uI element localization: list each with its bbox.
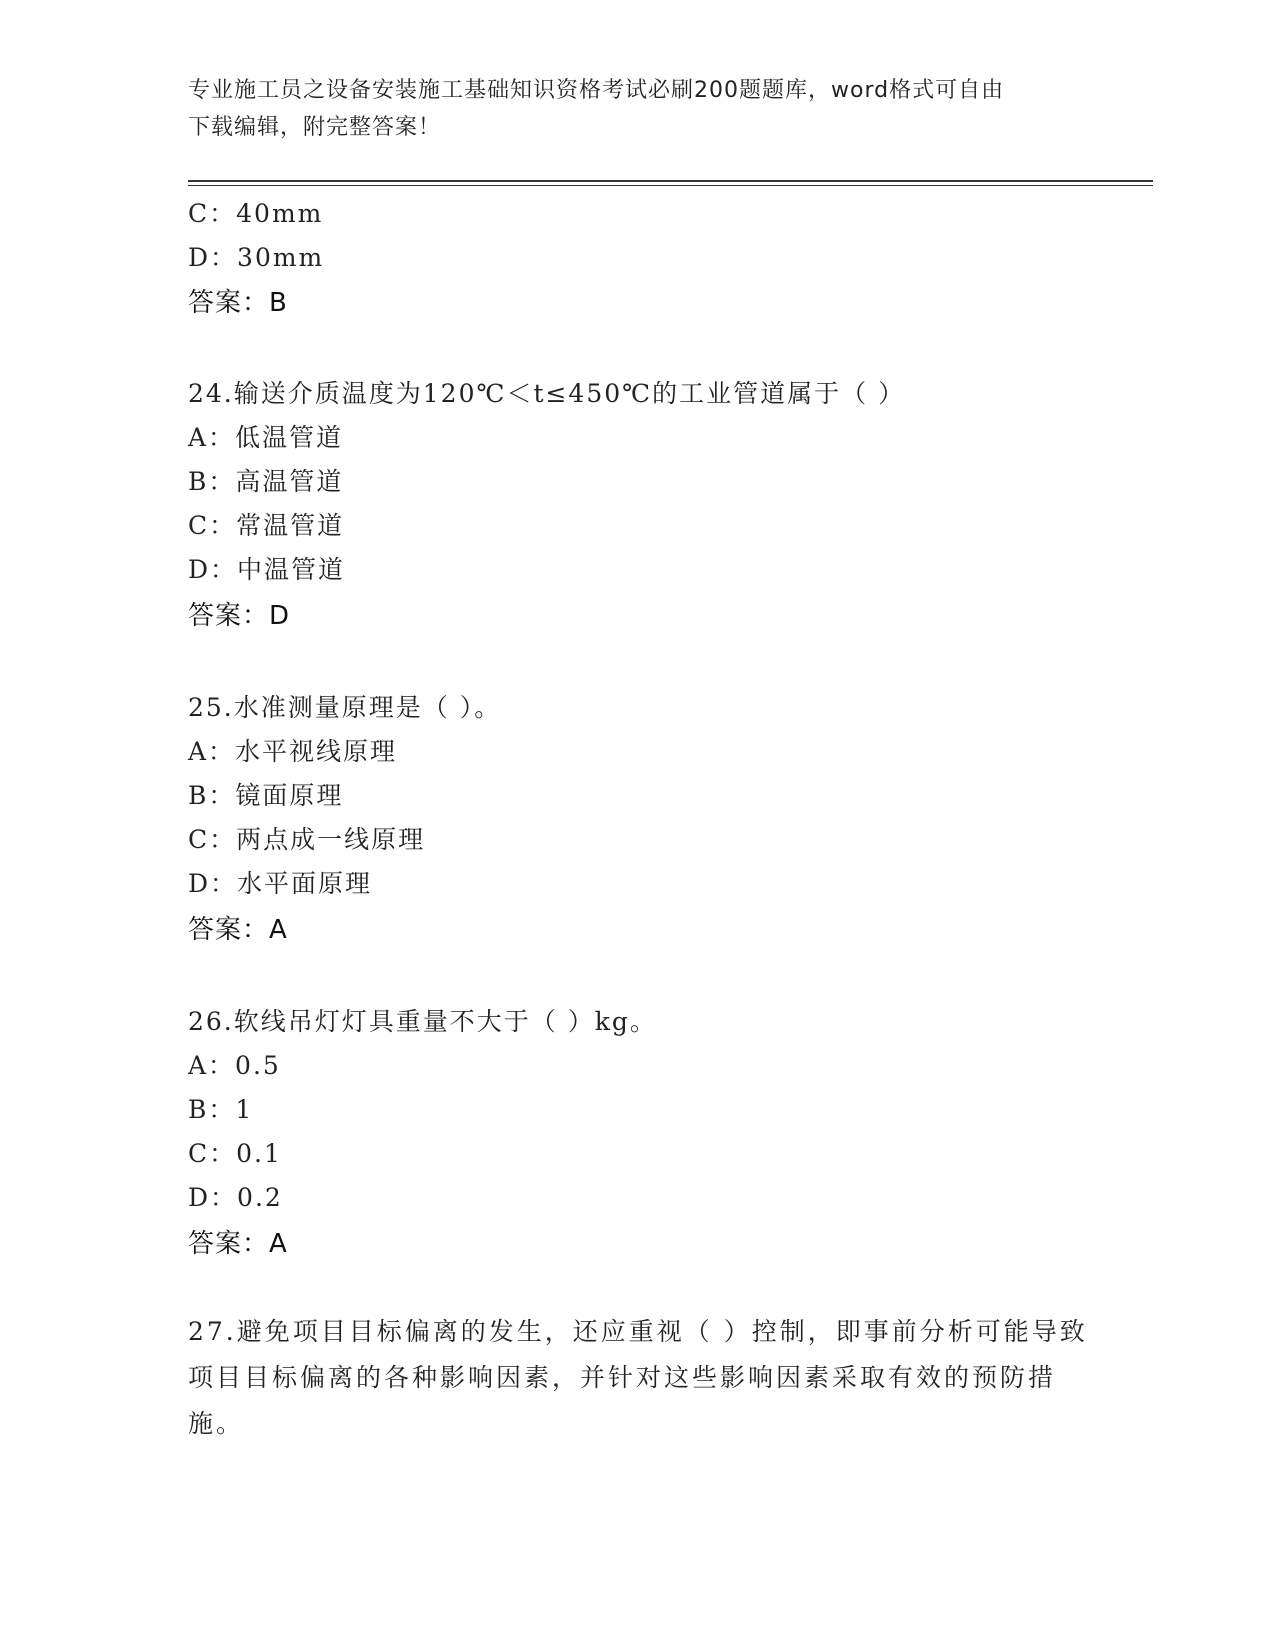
- q23-option-c: C：40mm: [188, 199, 324, 228]
- header-divider-thin: [188, 185, 1153, 186]
- q23-answer: 答案：B: [188, 288, 288, 318]
- q25-option-c: C：两点成一线原理: [188, 825, 426, 854]
- q26-question: 26.软线吊灯灯具重量不大于（ ）kg。: [188, 1007, 657, 1036]
- q24-question: 24.输送介质温度为120℃＜t≤450℃的工业管道属于（ ）: [188, 379, 906, 408]
- header-divider-thick: [188, 180, 1153, 182]
- q25-option-d: D：水平面原理: [188, 869, 373, 898]
- q24-option-c: C：常温管道: [188, 511, 345, 540]
- q24-option-a: A：低温管道: [188, 423, 344, 452]
- q25-answer: 答案：A: [188, 915, 288, 945]
- q24-answer: 答案：D: [188, 601, 291, 631]
- document-header: [188, 72, 1088, 146]
- q24-option-d: D：中温管道: [188, 555, 346, 584]
- header-line-2: 下载编辑，附完整答案！: [188, 115, 442, 140]
- q27-question: 27.避免项目目标偏离的发生，还应重视（ ）控制，即事前分析可能导致项目目标偏离的各种影响因素，并针对这些影响因素采取有效的预防措施。: [188, 1317, 1088, 1438]
- q26-option-a: A：0.5: [188, 1051, 281, 1080]
- q25-question: 25.水准测量原理是（ ）。: [188, 693, 502, 722]
- q26-option-b: B：1: [188, 1095, 254, 1124]
- q25-option-b: B：镜面原理: [188, 781, 344, 810]
- header-line-1: 专业施工员之设备安装施工基础知识资格考试必刷200题题库，word格式可自由: [188, 78, 1005, 103]
- q25-option-a: A：水平视线原理: [188, 737, 398, 766]
- q26-option-d: D：0.2: [188, 1183, 283, 1212]
- q26-option-c: C：0.1: [188, 1139, 282, 1168]
- q26-answer: 答案：A: [188, 1229, 288, 1259]
- q23-option-d: D：30mm: [188, 243, 325, 272]
- q24-option-b: B：高温管道: [188, 467, 344, 496]
